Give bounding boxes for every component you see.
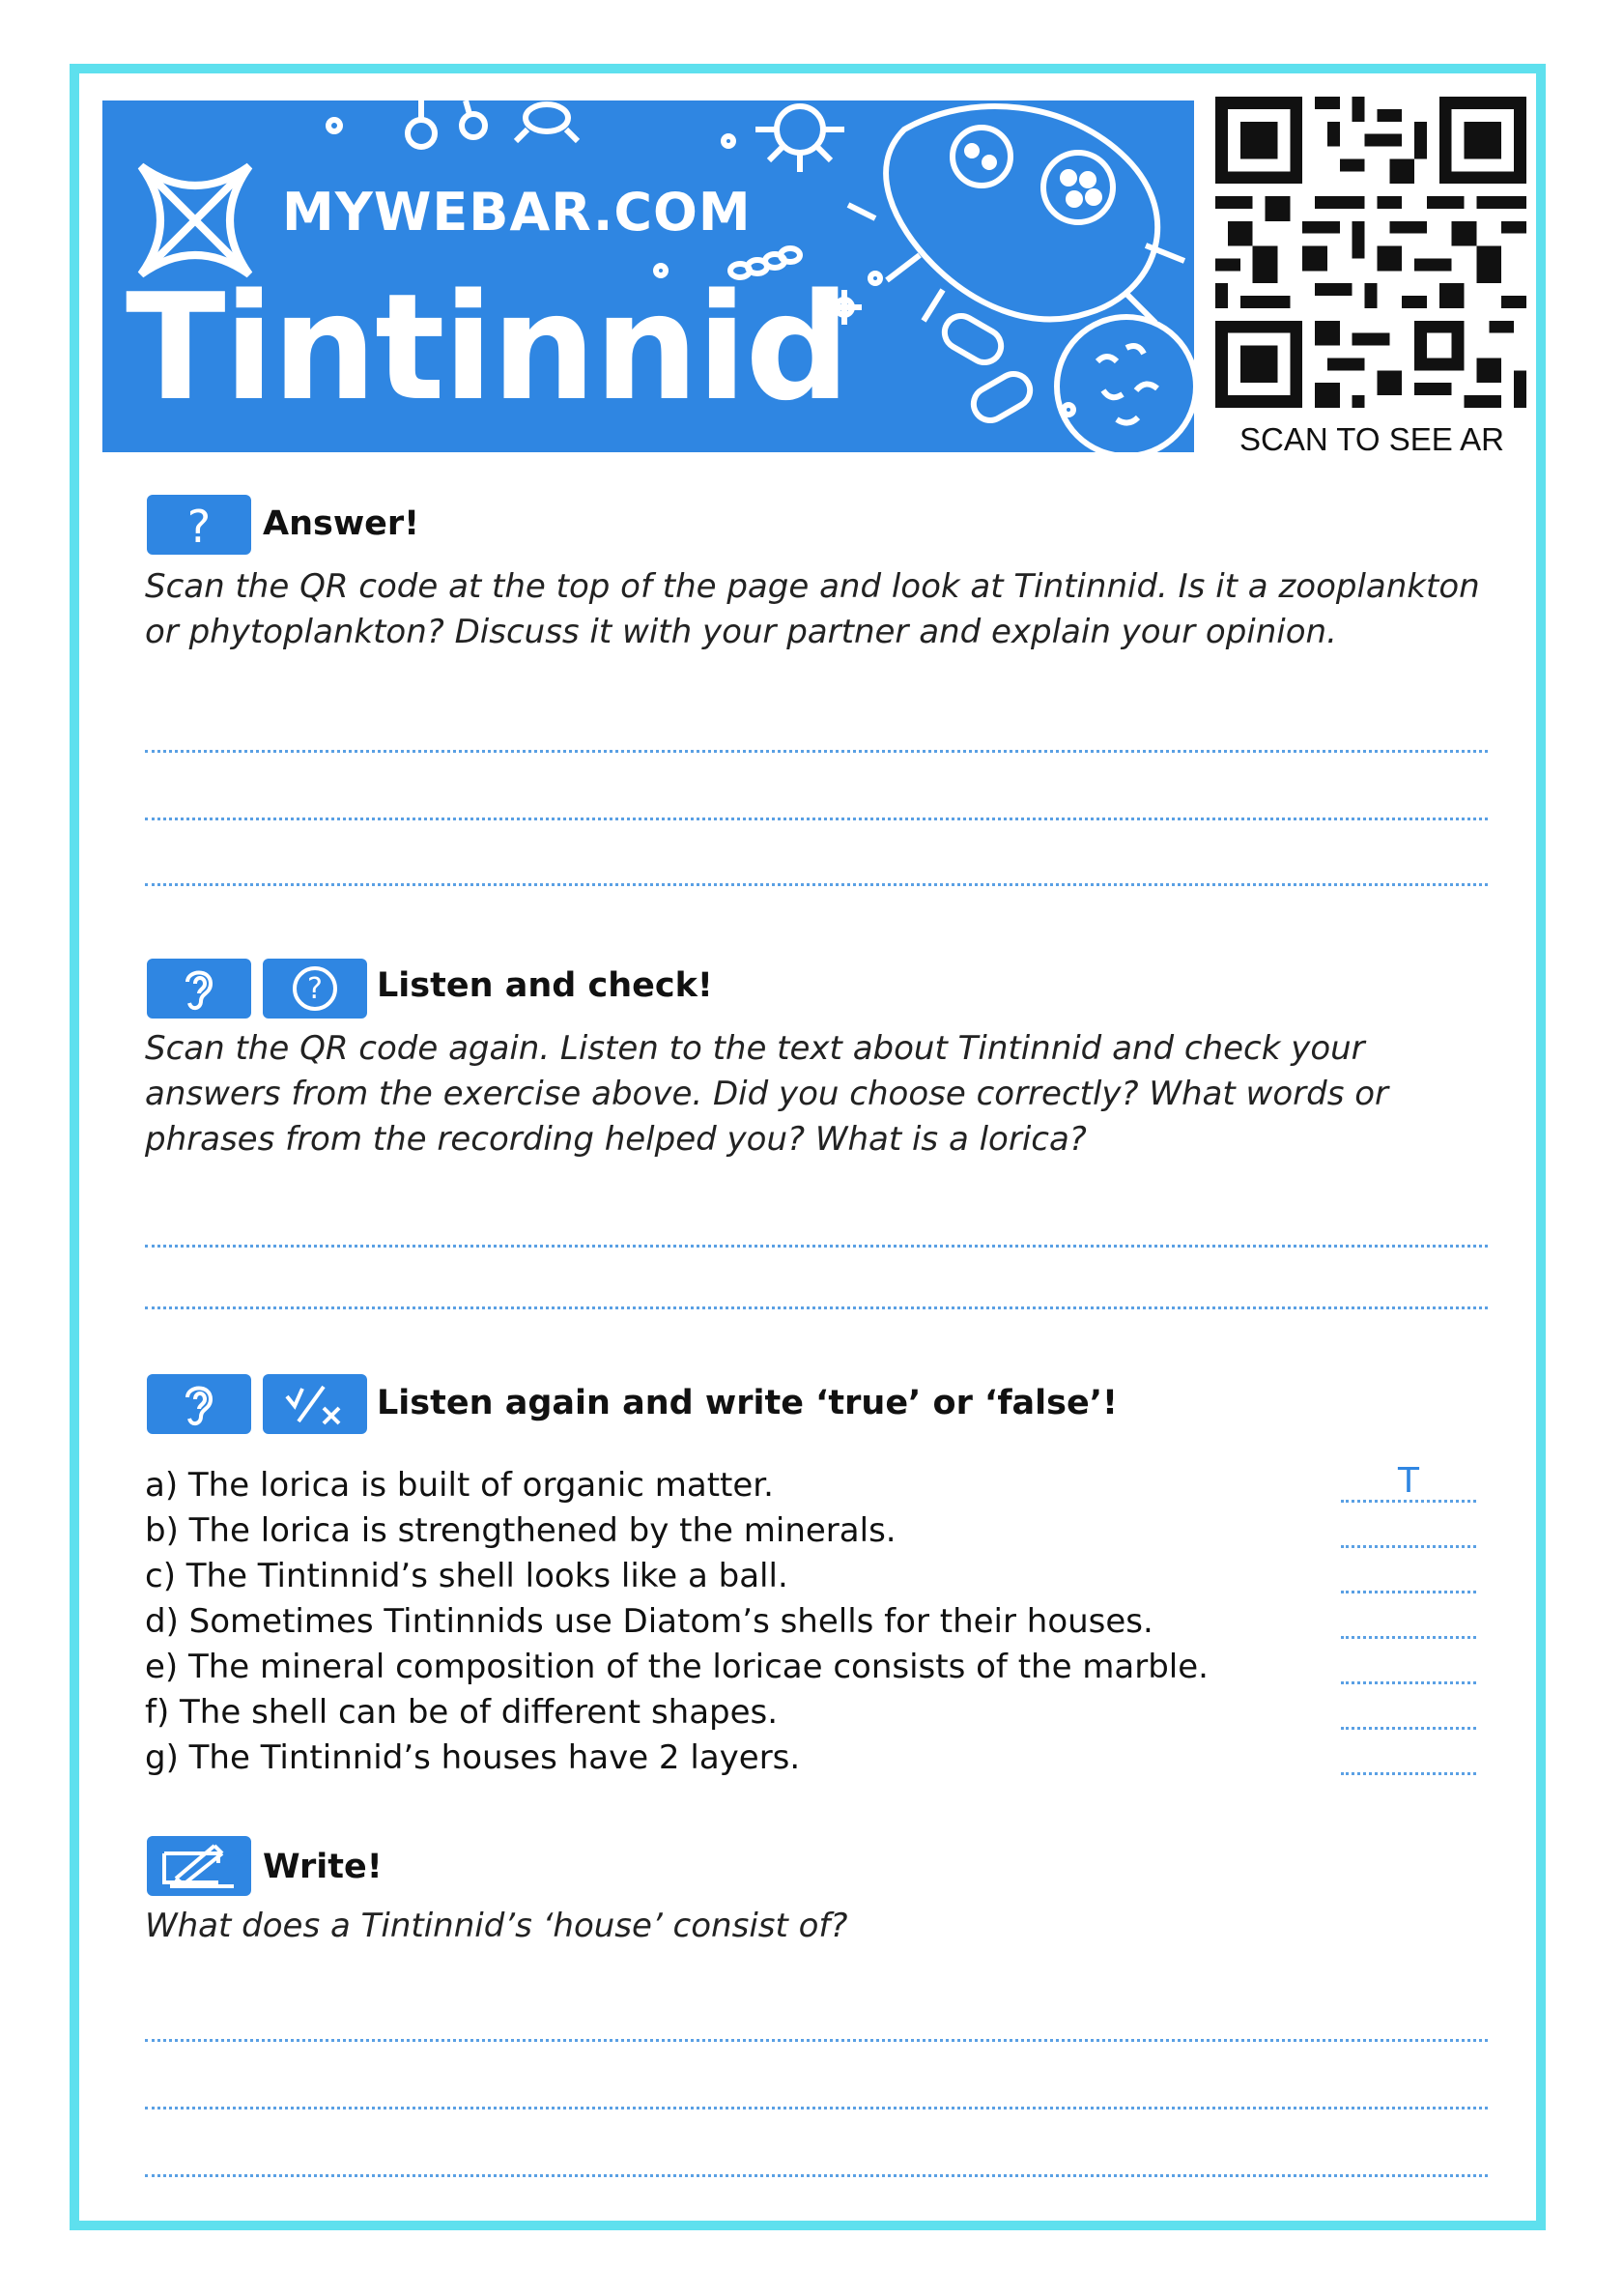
pencil-paper-icon xyxy=(147,1836,251,1896)
answer-line-3[interactable] xyxy=(145,883,1488,886)
qr-code-icon[interactable] xyxy=(1215,97,1526,408)
tf-statement-b: b) The lorica is strengthened by the minerals. xyxy=(145,1511,897,1550)
tf-blank-b[interactable] xyxy=(1341,1545,1476,1548)
tf-answer-a: T xyxy=(1398,1461,1419,1501)
tf-blank-e[interactable] xyxy=(1341,1681,1476,1684)
write-section-title: Write! xyxy=(263,1848,383,1886)
tf-blank-g[interactable] xyxy=(1341,1772,1476,1775)
answer-line-2[interactable] xyxy=(145,818,1488,820)
page-title: Tintinnid xyxy=(126,262,849,433)
listen-check-line-1[interactable] xyxy=(145,1245,1488,1248)
tf-statement-e: e) The mineral composition of the loricae consists of the marble. xyxy=(145,1648,1209,1686)
tf-statement-a: a) The lorica is built of organic matter. xyxy=(145,1466,774,1505)
question-circle-icon xyxy=(263,959,367,1019)
listen-check-line-2[interactable] xyxy=(145,1306,1488,1309)
tf-blank-f[interactable] xyxy=(1341,1727,1476,1730)
write-line-2[interactable] xyxy=(145,2107,1488,2109)
listen-check-title: Listen and check! xyxy=(377,966,713,1005)
true-false-title: Listen again and write ‘true’ or ‘false’! xyxy=(377,1384,1118,1422)
answer-instruction: Scan the QR code at the top of the page and look at Tintinnid. Is it a zooplankton or phytoplankton? Discuss it with your partner and explain your opinion. xyxy=(145,567,1480,651)
tf-blank-d[interactable] xyxy=(1341,1636,1476,1639)
tf-statement-g: g) The Tintinnid’s houses have 2 layers. xyxy=(145,1738,801,1777)
tf-blank-c[interactable] xyxy=(1341,1591,1476,1593)
header-banner xyxy=(102,100,1194,452)
ear-icon xyxy=(147,959,251,1019)
qr-caption: SCAN TO SEE AR xyxy=(1239,421,1504,457)
tf-blank-a[interactable] xyxy=(1341,1500,1476,1503)
tf-statement-d: d) Sometimes Tintinnids use Diatom’s shells for their houses. xyxy=(145,1602,1153,1641)
listen-check-instruction: Scan the QR code again. Listen to the text about Tintinnid and check your answers from the exercise above. Did you choose correctly? What words or phrases from the recording helped you? What is a lorica? xyxy=(145,1029,1389,1159)
write-instruction: What does a Tintinnid’s ‘house’ consist of? xyxy=(145,1907,848,1945)
write-line-3[interactable] xyxy=(145,2174,1488,2177)
check-cross-icon xyxy=(263,1374,367,1434)
tf-statement-c: c) The Tintinnid’s shell looks like a ball. xyxy=(145,1557,788,1595)
tf-statement-f: f) The shell can be of different shapes. xyxy=(145,1693,779,1732)
svg-text:?: ? xyxy=(307,972,323,1006)
answer-line-1[interactable] xyxy=(145,750,1488,753)
answer-section-title: Answer! xyxy=(263,504,420,543)
question-icon xyxy=(147,495,251,555)
brand-name: MYWEBAR.COM xyxy=(282,182,752,243)
write-line-1[interactable] xyxy=(145,2039,1488,2042)
ear-icon xyxy=(147,1374,251,1434)
svg-text:?: ? xyxy=(186,502,212,548)
